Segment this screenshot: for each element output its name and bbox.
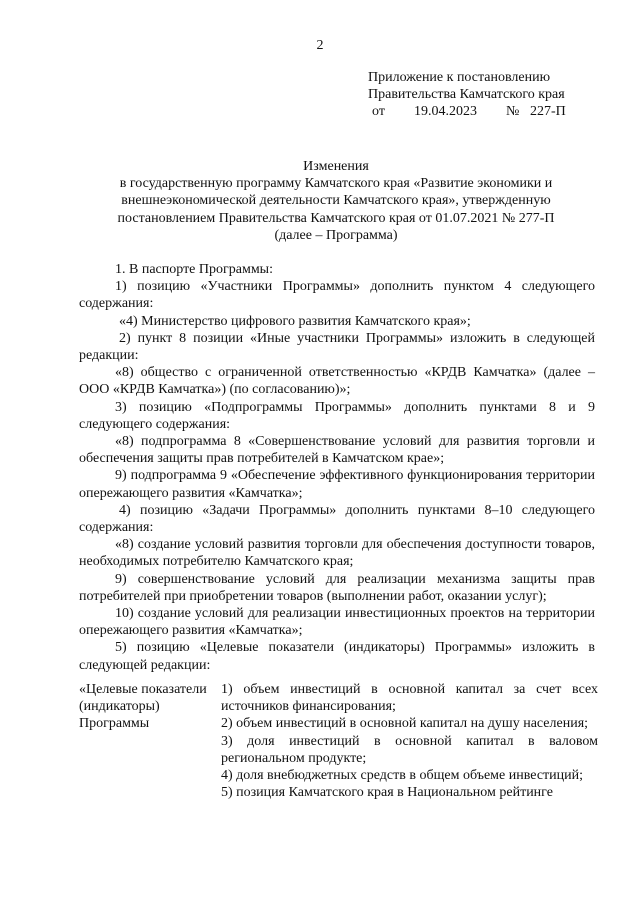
paragraph: «8) подпрограмма 8 «Совершенствование условий для развития торговли и обеспечения защиты прав потребителей в Камчатском крае»;: [79, 434, 595, 467]
paragraph: 9) совершенствование условий для реализации механизма защиты прав потребителей при приобретении товаров (выполнении работ, оказании услуг);: [79, 571, 595, 604]
list-item: 5) позиция Камчатского края в Национальном рейтинге: [221, 785, 553, 801]
paragraph: «4) Министерство цифрового развития Камчатского края»;: [119, 313, 471, 329]
title-line-1: Изменения: [303, 159, 369, 174]
paragraph: 3) позицию «Подпрограммы Программы» дополнить пунктами 8 и 9 следующего содержания:: [79, 399, 595, 432]
paragraph: 4) позицию «Задачи Программы» дополнить пунктами 8–10 следующего содержания:: [79, 502, 595, 536]
appendix-header: [368, 69, 566, 121]
paragraph: 2) пункт 8 позиции «Иные участники Программы» изложить в следующей редакции:: [79, 330, 595, 364]
paragraph: 10) создание условий для реализации инвестиционных проектов на территории опережающего развития «Камчатка»;: [79, 606, 595, 639]
paragraph: 1) позицию «Участники Программы» дополнить пунктом 4 следующего содержания:: [79, 279, 595, 312]
table-label-line-3: Программы: [79, 716, 150, 732]
date-prefix: от: [372, 104, 385, 120]
table-value-cell: [221, 681, 598, 801]
title-line-2: в государственную программу Камчатского края «Развитие экономики и: [119, 176, 553, 192]
title-line-4: постановлением Правительства Камчатского края от 01.07.2021 № 277-П: [117, 210, 555, 226]
appendix-line-1: Приложение к постановлению: [368, 70, 551, 85]
table-label-line-1: «Целевые показатели: [79, 682, 207, 697]
appendix-date-row: [368, 103, 566, 120]
document-title: [88, 158, 584, 244]
title-line-5: (далее – Программа): [274, 227, 398, 243]
paragraph: «8) создание условий развития торговли для обеспечения доступности товаров, необходимых потребителю Камчатского края;: [79, 537, 595, 570]
paragraph: 9) подпрограмма 9 «Обеспечение эффективного функционирования территории опережающего развития «Камчатка»;: [79, 468, 595, 501]
document-date: 19.04.2023: [414, 104, 477, 120]
table-label-cell: [79, 681, 221, 801]
list-item: 2) объем инвестиций в основной капитал на душу населения;: [221, 716, 589, 732]
title-line-3: внешнеэкономической деятельности Камчатского края», утвержденную: [121, 193, 551, 209]
list-item: 1) объем инвестиций в основной капитал за счет всех источников финансирования;: [221, 682, 598, 715]
table-row: [79, 681, 598, 801]
table-label-line-2: (индикаторы): [79, 699, 160, 715]
list-item: 4) доля внебюджетных средств в общем объеме инвестиций;: [221, 768, 584, 784]
list-item: 3) доля инвестиций в основной капитал в валовом региональном продукте;: [221, 733, 598, 766]
paragraph: 1. В паспорте Программы:: [115, 262, 273, 277]
indicators-table: [79, 681, 598, 801]
document-body: [79, 261, 595, 674]
document-number: 227-П: [530, 104, 566, 120]
number-prefix: №: [506, 104, 520, 120]
appendix-line-2: Правительства Камчатского края: [368, 87, 565, 103]
page-number: 2: [316, 38, 324, 53]
paragraph: 5) позицию «Целевые показатели (индикаторы) Программы» изложить в следующей редакции:: [79, 640, 595, 673]
paragraph: «8) общество с ограниченной ответственностью «КРДВ Камчатка» (далее – ООО «КРДВ Камчатка») (по согласованию)»;: [79, 365, 595, 398]
